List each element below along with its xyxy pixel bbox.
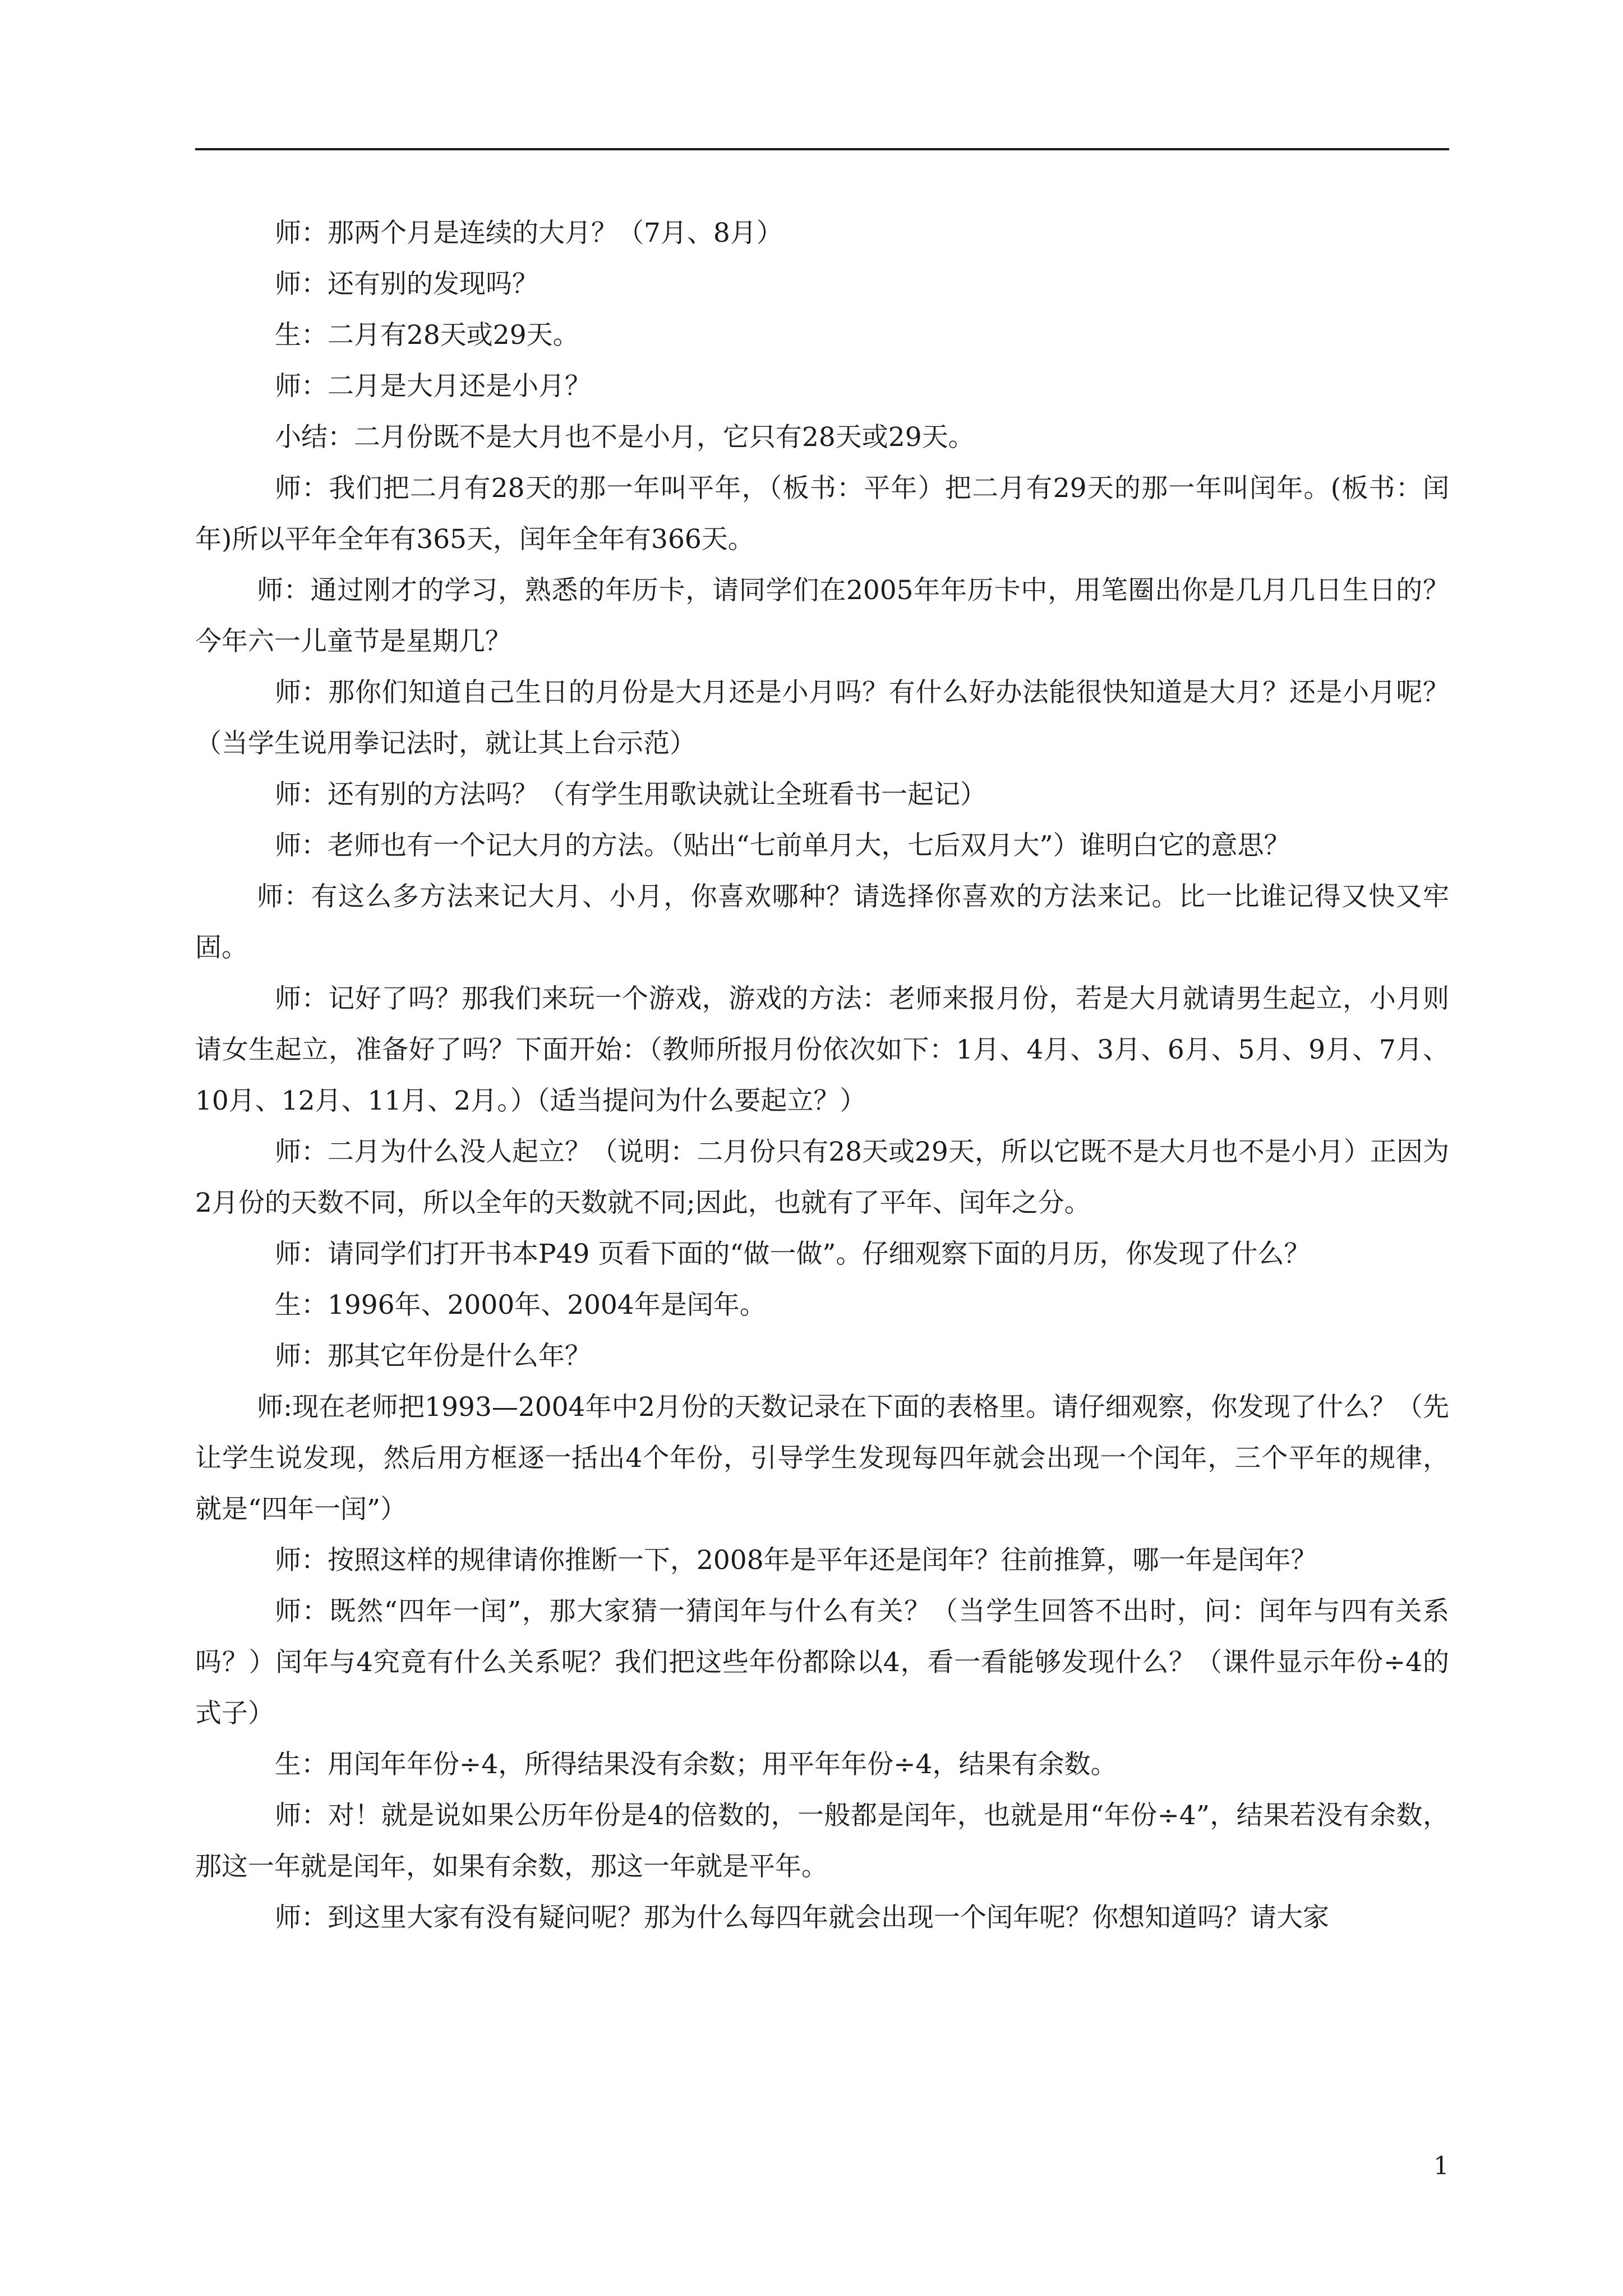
- paragraph: 小结：二月份既不是大月也不是小月，它只有28天或29天。: [275, 422, 975, 453]
- paragraph: 师：对！就是说如果公历年份是4的倍数的，一般都是闰年，也就是用“年份÷4”，结果若没有余数，那这一年就是闰年，如果有余数，那这一年就是平年。: [195, 1800, 1449, 1882]
- paragraph: 师：到这里大家有没有疑问呢？那为什么每四年就会出现一个闰年呢？你想知道吗？请大家: [275, 1902, 1329, 1933]
- paragraph: 师：那其它年份是什么年？: [275, 1341, 591, 1372]
- paragraph: 师：有这么多方法来记大月、小月，你喜欢哪种？请选择你喜欢的方法来记。比一比谁记得又快又牢固。: [195, 881, 1449, 963]
- paragraph: 生：1996年、2000年、2004年是闰年。: [275, 1290, 766, 1320]
- paragraph: 师：按照这样的规律请你推断一下，2008年是平年还是闰年？往前推算，哪一年是闰年？: [275, 1545, 1317, 1576]
- paragraph: 师：通过刚才的学习，熟悉的年历卡，请同学们在2005年年历卡中，用笔圈出你是几月几日生日的？今年六一儿童节是星期几？: [195, 575, 1449, 657]
- paragraph: 师：记好了吗？那我们来玩一个游戏，游戏的方法：老师来报月份，若是大月就请男生起立，小月则请女生起立，准备好了吗？下面开始：（教师所报月份依次如下：1月、4月、3月、6月、5月、9月、7月、10月、12月、11月、2月。）（适当提问为什么要起立？）: [195, 983, 1449, 1116]
- page-number: 1: [1433, 2152, 1449, 2180]
- paragraph: 师：既然“四年一闰”，那大家猜一猜闰年与什么有关？（当学生回答不出时，问：闰年与四有关系吗？）闰年与4究竟有什么关系呢？我们把这些年份都除以4，看一看能够发现什么？（课件显示年份÷4的式子）: [195, 1596, 1449, 1729]
- paragraph: 师：那你们知道自己生日的月份是大月还是小月吗？有什么好办法能很快知道是大月？还是小月呢？ （当学生说用拳记法时，就让其上台示范）: [195, 677, 1449, 759]
- paragraph: 师：二月是大月还是小月？: [275, 371, 591, 402]
- lesson-transcript: [195, 208, 1449, 1943]
- paragraph: 生：二月有28天或29天。: [275, 320, 579, 351]
- paragraph: 师：还有别的方法吗？（有学生用歌诀就让全班看书一起记）: [275, 779, 986, 810]
- paragraph: 师：那两个月是连续的大月？（7月、8月）: [275, 218, 783, 249]
- paragraph: 生：用闰年年份÷4，所得结果没有余数；用平年年份÷4，结果有余数。: [275, 1749, 1117, 1780]
- paragraph: 师:现在老师把1993—2004年中2月份的天数记录在下面的表格里。请仔细观察，你发现了什么？（先让学生说发现，然后用方框逐一括出4个年份，引导学生发现每四年就会出现一个闰年，三个平年的规律，就是“四年一闰”）: [195, 1392, 1449, 1525]
- header-rule: [195, 148, 1449, 150]
- paragraph: 师：请同学们打开书本P49 页看下面的“做一做”。仔细观察下面的月历，你发现了什么？: [275, 1239, 1311, 1269]
- paragraph: 师：我们把二月有28天的那一年叫平年，（板书：平年）把二月有29天的那一年叫闰年。(板书：闰年)所以平年全年有365天，闰年全年有366天。: [195, 473, 1449, 555]
- paragraph: 师：老师也有一个记大月的方法。（贴出“七前单月大，七后双月大”）谁明白它的意思？: [275, 830, 1290, 861]
- paragraph: 师：还有别的发现吗？: [275, 269, 538, 300]
- paragraph: 师：二月为什么没人起立？（说明：二月份只有28天或29天，所以它既不是大月也不是小月）正因为2月份的天数不同，所以全年的天数就不同;因此，也就有了平年、闰年之分。: [195, 1137, 1449, 1218]
